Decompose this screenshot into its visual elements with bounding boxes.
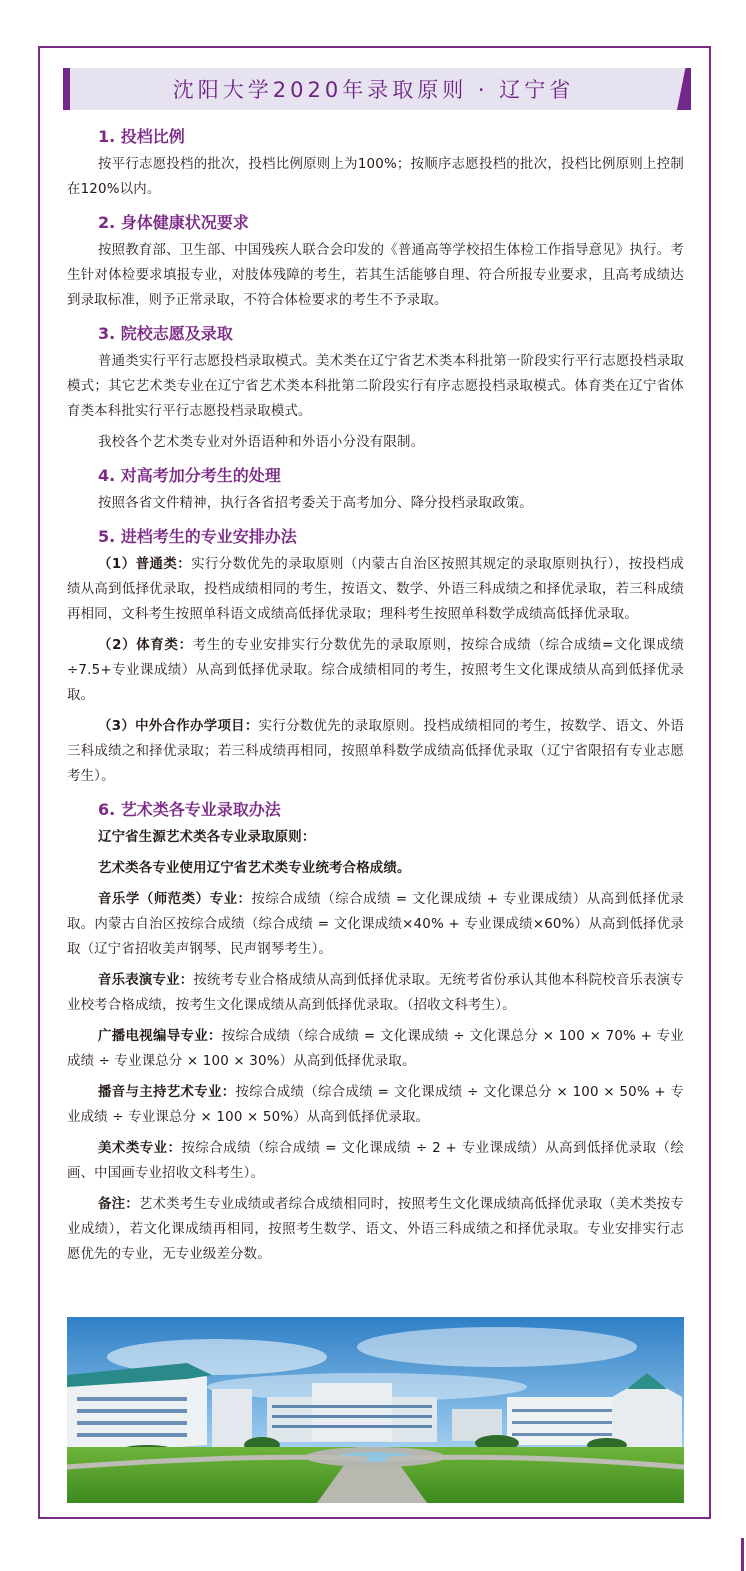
paragraph: 备注：艺术类考生专业成绩或者综合成绩相同时，按照考生文化课成绩高低择优录取（美术类按专业成绩），若文化课成绩再相同，按照考生数学、语文、外语三科成绩之和择优录取。专业安排实行志愿优先的专业，无专业级差分数。 <box>67 1197 684 1262</box>
campus-photo <box>67 1317 684 1503</box>
paragraph-lead: 播音与主持艺术专业： <box>98 1085 236 1100</box>
title-accent-mark <box>677 68 691 110</box>
paragraph: 音乐学（师范类）专业：按综合成绩（综合成绩 = 文化课成绩 + 专业课成绩）从高到低择优录取。内蒙古自治区按综合成绩（综合成绩 = 文化课成绩×40% + 专业课成绩×60%）从高到低择优录取（辽宁省招收美声钢琴、民声钢琴考生）。 <box>67 892 685 957</box>
paragraph-lead: （1）普通类： <box>98 557 192 572</box>
paragraph: 按平行志愿投档的批次，投档比例原则上为100%；按顺序志愿投档的批次，投档比例原则上控制在120%以内。 <box>67 157 684 197</box>
paragraph: （3）中外合作办学项目：实行分数优先的录取原则。投档成绩相同的考生，按数学、语文、外语三科成绩之和择优录取；若三科成绩再相同，按照单科数学成绩高低择优录取（辽宁省限招有专业志愿考生）。 <box>67 719 684 784</box>
paragraph <box>67 825 684 850</box>
paragraph: 按照教育部、卫生部、中国残疾人联合会印发的《普通高等学校招生体检工作指导意见》执行。考生针对体检要求填报专业，对肢体残障的考生，若其生活能够自理、符合所报专业要求，且高考成绩达到录取标准，则予正常录取，不符合体检要求的考生不予录取。 <box>67 243 684 308</box>
paragraph: （2）体育类：考生的专业安排实行分数优先的录取原则，按综合成绩（综合成绩=文化课成绩÷7.5+专业课成绩）从高到低择优录取。综合成绩相同的考生，按照考生文化课成绩从高到低择优录取。 <box>67 638 685 703</box>
paragraph: 广播电视编导专业：按综合成绩（综合成绩 = 文化课成绩 ÷ 文化课总分 × 100 × 70% + 专业成绩 ÷ 专业课总分 × 100 × 30%）从高到低择优录取。 <box>67 1029 684 1069</box>
paragraph: （1）普通类：实行分数优先的录取原则（内蒙古自治区按照其规定的录取原则执行），按投档成绩从高到低择优录取，投档成绩相同的考生，按语文、数学、外语三科成绩之和择优录取，若三科成绩再相同，文科考生按照单科语文成绩高低择优录取；理科考生按照单科数学成绩高低择优录取。 <box>67 557 684 622</box>
campus-illustration <box>67 1317 684 1503</box>
paragraph <box>67 856 684 881</box>
paragraph-lead: 备注： <box>98 1197 139 1212</box>
paragraph-lead: （2）体育类： <box>98 638 193 653</box>
corner-accent-line <box>741 1538 744 1571</box>
section-heading: 2. 身体健康状况要求 <box>98 213 249 232</box>
paragraph-lead: 音乐学（师范类）专业： <box>98 892 252 907</box>
section-heading: 5. 进档考生的专业安排办法 <box>98 527 297 546</box>
paragraph-lead: 音乐表演专业： <box>98 973 194 988</box>
section-heading: 1. 投档比例 <box>98 127 185 146</box>
section-heading: 6. 艺术类各专业录取办法 <box>98 800 281 819</box>
paragraph: 美术类专业：按综合成绩（综合成绩 = 文化课成绩 ÷ 2 + 专业课成绩）从高到低择优录取（绘画、中国画专业招收文科考生）。 <box>67 1141 684 1181</box>
paragraph-lead: 辽宁省生源艺术类各专业录取原则： <box>98 830 316 845</box>
section-heading: 4. 对高考加分考生的处理 <box>98 466 281 485</box>
page-title: 沈阳大学2020年录取原则 · 辽宁省 <box>172 78 575 102</box>
paragraph: 按照各省文件精神，执行各省招考委关于高考加分、降分投档录取政策。 <box>98 496 533 511</box>
paragraph-lead: （3）中外合作办学项目： <box>98 719 259 734</box>
paragraph: 普通类实行平行志愿投档录取模式。美术类在辽宁省艺术类本科批第一阶段实行平行志愿投档录取模式；其它艺术类专业在辽宁省艺术类本科批第二阶段实行有序志愿投档录取模式。体育类在辽宁省体育类本科批实行平行志愿投档录取模式。 <box>67 354 684 419</box>
paragraph-lead: 美术类专业： <box>98 1141 182 1156</box>
paragraph: 音乐表演专业：按统考专业合格成绩从高到低择优录取。无统考省份承认其他本科院校音乐表演专业校考合格成绩，按考生文化课成绩从高到低择优录取。（招收文科考生）。 <box>67 973 684 1013</box>
title-bar <box>63 68 691 110</box>
paragraph: 我校各个艺术类专业对外语语种和外语小分没有限制。 <box>98 435 425 450</box>
paragraph-lead: 艺术类各专业使用辽宁省艺术类专业统考合格成绩。 <box>98 861 411 876</box>
paragraph-lead: 广播电视编导专业： <box>98 1029 222 1044</box>
content-area <box>67 122 684 1273</box>
paragraph: 播音与主持艺术专业：按综合成绩（综合成绩 = 文化课成绩 ÷ 文化课总分 × 100 × 50% + 专业成绩 ÷ 专业课总分 × 100 × 50%）从高到低择优录取。 <box>67 1085 684 1125</box>
section-heading: 3. 院校志愿及录取 <box>98 324 233 343</box>
